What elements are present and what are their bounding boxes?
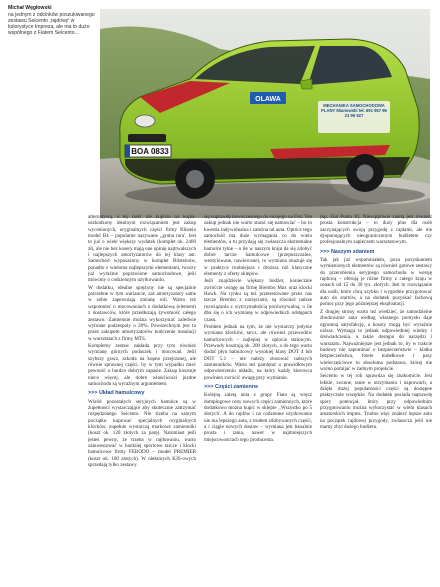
text-column-1 bbox=[88, 214, 196, 469]
section-heading-brakes: >>> Układ hamulcowy bbox=[88, 390, 145, 397]
front-wheel-rim bbox=[186, 170, 204, 188]
side-banner-text: OLAWA bbox=[255, 96, 281, 103]
col3-paragraph-2: Tak jak już wspomniałem, poza pozyskaniem wymienionych elementów są również gotowe zestawy do przerobienia seryjnego samochodu w wersję rajdową – oferują je różne firmy z całego kraju w cenach od 15 do 30 tys. złotych. Jest to rozwiązanie dla osób, które chcą szybko i wygodnie przygotować auto do startów, a na dodatek pozyskać fachową pomoc przy jego późniejszej eksploatacji. bbox=[320, 257, 432, 308]
section-heading-parts: >>> Części zamienne bbox=[204, 383, 259, 390]
section-marker-icon: >>> bbox=[88, 390, 99, 397]
caption-author: Michał Węgłowski bbox=[8, 5, 52, 11]
plate-eu-band bbox=[125, 145, 130, 157]
col1-paragraph-2: W dodatku, idealne sprężyny nie są specjalnie potrzebne w tym wariancie, zaś amortyzatory same w sobie zapewniają zmianę roli. Warto też wspomnieć o mocowaniach z dodatkową (element) z dostawców, które przedłużają żywotność całego zestawu. Zamiennie można wykorzystać zaledwie wybrane podzespoły o 20%. Powszechnym jest tu przez zakupem amortyzatorów kończenie instalacji w warsztatach z firmy MTS. bbox=[88, 284, 196, 342]
col3-paragraph-4: Seicento w tej roli sprawdza się znakomicie. Jest lekkie, zwinne, tanie w utrzymaniu i naprawach, a dzięki dużej popularności części są dostępne praktycznie wszędzie. Na dodatek posiada naprawdę spory potencjał, który przy odpowiednim przygotowaniu można wykorzystać w wielu klasach amatorskich imprez. Trudno więc znaleźć lepsze auto na początek rajdowej przygody, zwłaszcza jeśli nie mamy zbyt dużego budżetu. bbox=[320, 373, 432, 430]
col3-paragraph-3: Z drugiej strony warto też wiedzieć, że samodzielne zbudowanie auta według własnego pomysłu daje ogromną satysfakcję, a koszty mogą być wyraźnie niższe. Wymaga to jednak odpowiedniej wiedzy i doświadczenia, a także dostępu do narzędzi i warsztatu. Najważniejsze jest jednak to, by w trakcie budowy nie zapominać o bezpieczeństwie – klatka bezpieczeństwa, fotele kubełkowe i pasy wieloczęściowe to absolutna podstawa, której nie wolno pomijać w żadnym projekcie. bbox=[320, 308, 432, 372]
col3-paragraph-1: (np. Fiat Punto II). Niewątpliwie zaletą jest również prosta konstrukcja – to duży plus dla osób zaczynających swoją przygodę z rajdami, ale nie dysponujących nieograniczonym budżetem czy profesjonalnym zapleczem warsztatowym. bbox=[320, 214, 432, 246]
rally-car-illustration bbox=[100, 9, 430, 218]
col1-paragraph-3: Kompletny zestaw zakłada przy tym również wymianę górnych poduszek i mocowań. Jeśli szybszy gracz, szkoda na kupno przejrzanej, ale równie sprawnej części, by w tym wypadku mieć pewność o bardzo dobrym zapasie. Zakup kosztuje nieco więcej, ale dobre właściwości jezdne samochodu są wyraźnym argumentem. bbox=[88, 342, 196, 387]
col1-paragraph-4: Wśród pozostałych seryjnych hamulce są w zupełności wystarczające aby skutecznie zatrzymać rozpędzonego Seicento. Nie trzeba na samym początku kupować specjalnych oryginalnych klocków, zupełnie wystarczą markowe zamienniki (koszt ok. 120 złotych za parę). Natomiast jeśli jesteś pewny, że trzeba w rajdowaniu, warto zainwestować w bardziej sportowe tarcze i klocki hamulcowe firmy FERODO – model PREMIER (koszt ok. 100 złotych). W niektórych KJS-owych sprzedają tylko zestawy. bbox=[88, 398, 196, 469]
photo-caption bbox=[8, 5, 96, 36]
text-column-2 bbox=[204, 214, 312, 444]
col2-paragraph-1: się naprawdę nowoczesnego do swojego na Fiat. Ten zakup jednak nie warto starać się namawiać – bo to kwestia indywidualna i zależna od auta. Oprócz tego samochód ma duże wymagania co do wielu elementów, a tu przydają się zwłaszcza ekstremalne hamulce tylne – o ile w naszym kraju da się zdobyć dobre tarcze hamulcowe (przepuszczalne, wentylowane, nawiercane), to wymiana okazuje się w praktyce trudniejsza i droższa niż klasyczne elementy z oferty sklepów. bbox=[204, 214, 312, 278]
section-marker-icon: >>> bbox=[204, 383, 215, 390]
col2-paragraph-2: Jeśli znajdziecie większy budżet, koniecznie zwróćcie uwagę na firmę Brembo Max oraz klocki Hawk. Na rynku są też przetestowane przez nas tarcze Brembo z nacięciami, są również tańsze rozwiązania z wytrzymałością porównywalną, o ile dba się o ich wymianę w odpowiednich odstępach czasu. bbox=[204, 278, 312, 323]
license-plate-text: BOA 0833 bbox=[131, 147, 169, 156]
front-grille bbox=[128, 134, 166, 142]
col2-paragraph-3: Problem jednak na tym, że nie wystarczy jedynie wymiana klocków, tarcz, ale również przewodów hamulcowych – najlepiej w oplocie stalowym. Przewody kosztują ok. 200 złotych, a do tego warto dodać płyn hamulcowy wysokiej klasy DOT 4 lub DOT 5.1 – nie należy stosować tańszych zamienników. Warto też pamiętać o prawidłowym odpowietrzeniu układu, na który każdy kierowca powinien zwrócić uwagę przy wymianie. bbox=[204, 323, 312, 381]
car-shadow bbox=[125, 183, 425, 207]
col1-paragraph-1: alternatywą, a tej cieść nie kupicie na kopia-uszkodzony idealnym rozwiązaniem jest zakup wycenionych, oryginalnych części firmy Blistein model B4 – popularne nazywane ,,gruba rura'. Jest to już o wiele większy wydatek (komplet ok. 2400 zł), ale nie bez kosery mają one opinię najtrwalszych i najlepszych amortyzatorów do tej klasy aut. Samochód wyposażony w komplet Bilsteinów, ponadto z wieloma najlepszymi elementami, tworzy już wyraźnie poprawione samochodowe, jeśli mówimy o codziennym użytkowaniu. bbox=[88, 214, 196, 284]
col2-paragraph-4: Kolejną zaletą auta z grupy Fiata są wręcz dumpingowe ceny nowych części zamiennych, które dodatkowo można kupić w sklepie ,,Wszystko po 5 złotych'. A do rajdów i na codzienne użytkowanie nie ma lepszego auta, z trudem zdobywanych części, a i ciągle nowych dostaw – wymiana jest banalnie prosta i tania, nawet w najmniejszych miejscowościach tego producenta. bbox=[204, 392, 312, 443]
caption-description: na jednym z odcinków poszukiwanego zestawu Seicento ,rajdowy' w kolorystyce Impreza, ale ma to dużo wspólnego z Fiatem Seicento... bbox=[8, 12, 95, 37]
side-mirror bbox=[300, 79, 312, 89]
section-marker-icon: >>> bbox=[320, 248, 331, 255]
rally-car-photo bbox=[100, 9, 430, 218]
headlight bbox=[135, 115, 155, 127]
text-column-3 bbox=[320, 214, 432, 431]
door-sticker-text: MECHANIKA SAMOCHODOWA PLANY Mianowski tel. 691 957 96 23 96 527 bbox=[321, 103, 387, 118]
section-heading-opinion: >>> Naszym zdaniem bbox=[320, 248, 375, 255]
rear-wheel-rim bbox=[357, 165, 374, 182]
